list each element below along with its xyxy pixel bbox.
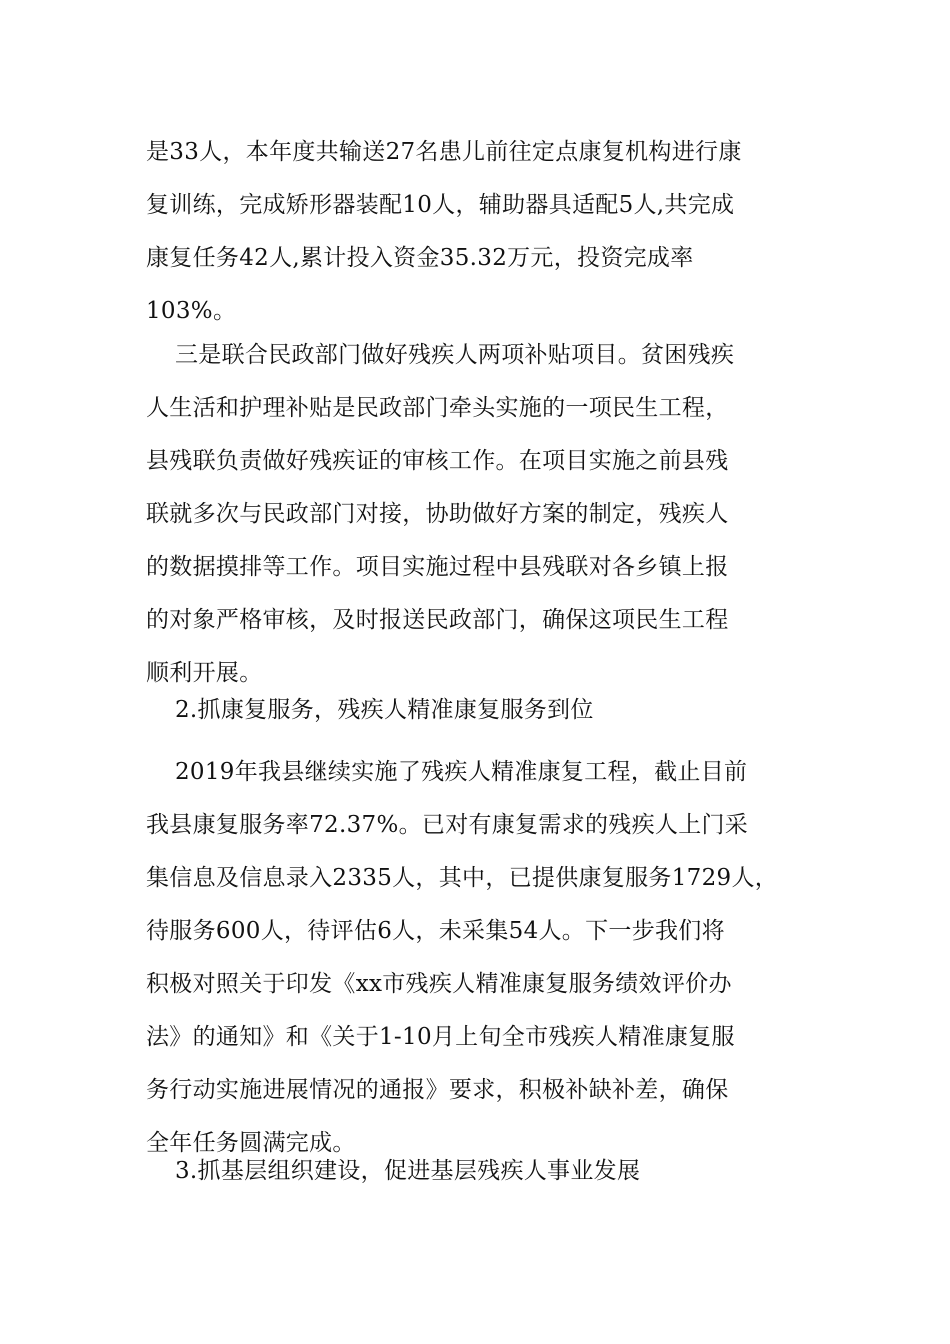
text-line: 法》的通知》和《关于1-10月上旬全市残疾人精准康复服: [146, 1024, 735, 1050]
text-line: 的对象严格审核，及时报送民政部门，确保这项民生工程: [146, 607, 729, 633]
text-line: 县残联负责做好残疾证的审核工作。在项目实施之前县残: [146, 448, 729, 474]
text-line: 复训练，完成矫形器装配10人，辅助器具适配5人,共完成: [146, 192, 735, 218]
text-line: 的数据摸排等工作。项目实施过程中县残联对各乡镇上报: [146, 554, 729, 580]
paragraph-rehab-progress: [146, 746, 826, 1170]
text-line: 务行动实施进展情况的通报》要求，积极补缺补差，确保: [146, 1077, 729, 1103]
text-line: 待服务600人，待评估6人，未采集54人。下一步我们将: [146, 918, 725, 944]
text-line: 全年任务圆满完成。: [146, 1130, 356, 1156]
text-line: 积极对照关于印发《xx市残疾人精准康复服务绩效评价办: [146, 971, 732, 997]
paragraph-rehab-summary: [146, 126, 826, 338]
text-line: 是33人，本年度共输送27名患儿前往定点康复机构进行康: [146, 139, 742, 165]
paragraph-subsidy-project: [146, 329, 826, 700]
section-heading-grassroots: [146, 1145, 826, 1198]
section-heading: 3.抓基层组织建设，促进基层残疾人事业发展: [175, 1158, 641, 1184]
section-heading: 2.抓康复服务，残疾人精准康复服务到位: [175, 697, 594, 723]
text-line: 103%。: [146, 298, 237, 324]
text-line: 我县康复服务率72.37%。已对有康复需求的残疾人上门采: [146, 812, 749, 838]
text-line: 集信息及信息录入2335人，其中，已提供康复服务1729人，: [146, 865, 779, 891]
text-line: 联就多次与民政部门对接，协助做好方案的制定，残疾人: [146, 501, 729, 527]
text-line: 人生活和护理补贴是民政部门牵头实施的一项民生工程，: [146, 395, 729, 421]
text-line: 2019年我县继续实施了残疾人精准康复工程，截止目前: [175, 759, 748, 785]
section-heading-rehab-service: [146, 684, 826, 737]
text-line: 顺利开展。: [146, 660, 263, 686]
text-line: 三是联合民政部门做好残疾人两项补贴项目。贫困残疾: [175, 342, 735, 368]
text-line: 康复任务42人,累计投入资金35.32万元，投资完成率: [146, 245, 694, 271]
